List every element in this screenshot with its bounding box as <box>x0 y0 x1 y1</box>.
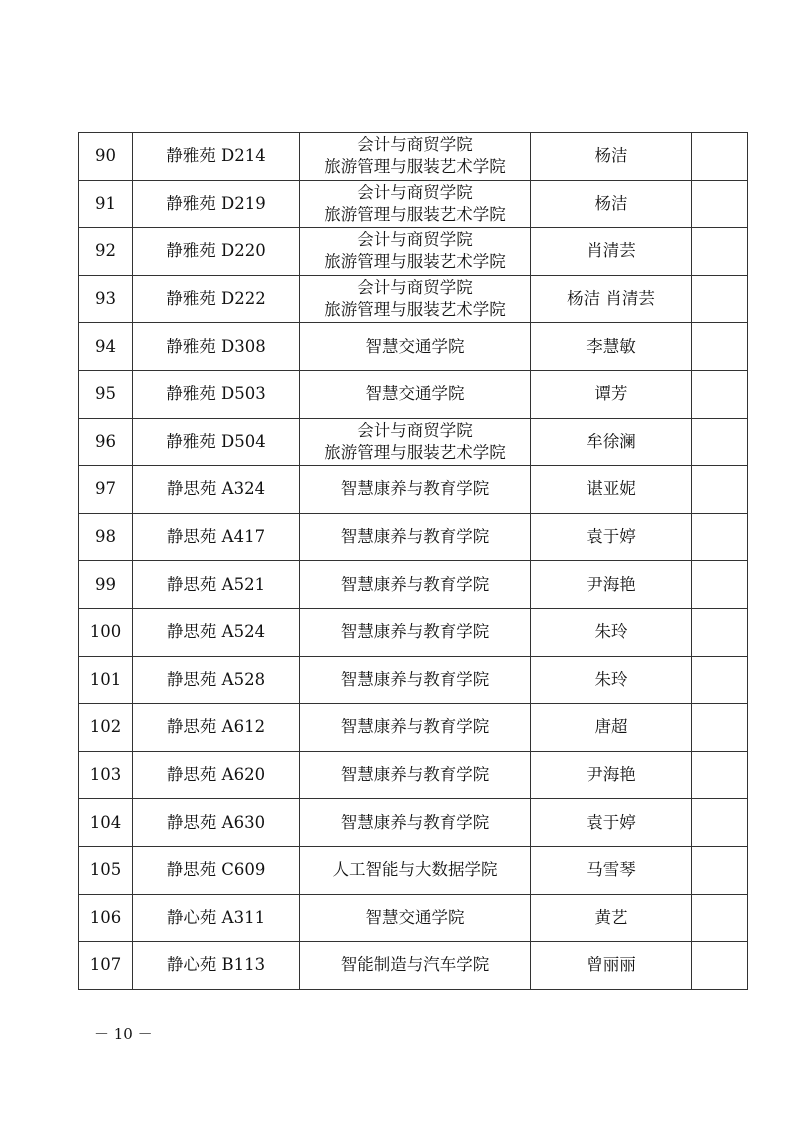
table-body <box>79 133 748 990</box>
row-number-cell: 104 <box>79 799 133 847</box>
remark-cell <box>692 466 748 514</box>
remark-cell <box>692 228 748 276</box>
teacher-cell: 肖清芸 <box>531 228 692 276</box>
row-number-cell: 103 <box>79 751 133 799</box>
remark-cell <box>692 894 748 942</box>
college-name: 旅游管理与服装艺术学院 <box>324 157 506 177</box>
teacher-cell: 唐超 <box>531 704 692 752</box>
remark-cell <box>692 846 748 894</box>
college-cell <box>300 751 531 799</box>
college-cell <box>300 561 531 609</box>
college-name: 旅游管理与服装艺术学院 <box>324 252 506 272</box>
college-name: 智慧交通学院 <box>365 384 465 404</box>
teacher-cell: 谌亚妮 <box>531 466 692 514</box>
college-cell <box>300 370 531 418</box>
college-cell <box>300 275 531 323</box>
room-cell: 静思苑 A521 <box>133 561 300 609</box>
row-number-cell: 106 <box>79 894 133 942</box>
table-row <box>79 133 748 181</box>
college-name: 智慧康养与教育学院 <box>340 479 490 499</box>
college-name: 旅游管理与服装艺术学院 <box>324 442 506 462</box>
college-name: 旅游管理与服装艺术学院 <box>324 300 506 320</box>
college-cell <box>300 846 531 894</box>
college-cell <box>300 942 531 990</box>
room-cell: 静雅苑 D219 <box>133 180 300 228</box>
remark-cell <box>692 323 748 371</box>
college-name: 会计与商贸学院 <box>357 135 473 155</box>
row-number-cell: 91 <box>79 180 133 228</box>
remark-cell <box>692 751 748 799</box>
table-row <box>79 751 748 799</box>
teacher-cell: 谭芳 <box>531 370 692 418</box>
college-cell <box>300 180 531 228</box>
row-number-cell: 107 <box>79 942 133 990</box>
row-number-cell: 90 <box>79 133 133 181</box>
table-row <box>79 608 748 656</box>
remark-cell <box>692 180 748 228</box>
teacher-cell: 杨洁 肖清芸 <box>531 275 692 323</box>
college-cell <box>300 418 531 466</box>
college-name: 智慧康养与教育学院 <box>340 717 490 737</box>
row-number-cell: 100 <box>79 608 133 656</box>
table-row <box>79 466 748 514</box>
teacher-cell: 袁于婷 <box>531 513 692 561</box>
college-cell <box>300 133 531 181</box>
table-row <box>79 846 748 894</box>
row-number-cell: 102 <box>79 704 133 752</box>
teacher-cell: 马雪琴 <box>531 846 692 894</box>
room-cell: 静雅苑 D308 <box>133 323 300 371</box>
table-row <box>79 656 748 704</box>
teacher-cell: 黄艺 <box>531 894 692 942</box>
remark-cell <box>692 561 748 609</box>
teacher-cell: 李慧敏 <box>531 323 692 371</box>
page-number: － 10 － <box>94 1025 153 1043</box>
room-cell: 静思苑 A630 <box>133 799 300 847</box>
row-number-cell: 105 <box>79 846 133 894</box>
remark-cell <box>692 370 748 418</box>
teacher-cell: 曾丽丽 <box>531 942 692 990</box>
college-name: 会计与商贸学院 <box>357 278 473 298</box>
table-row <box>79 228 748 276</box>
teacher-cell: 朱玲 <box>531 656 692 704</box>
room-cell: 静思苑 A528 <box>133 656 300 704</box>
row-number-cell: 97 <box>79 466 133 514</box>
table-row <box>79 561 748 609</box>
college-cell <box>300 894 531 942</box>
table-row <box>79 323 748 371</box>
room-cell: 静心苑 B113 <box>133 942 300 990</box>
table-row <box>79 418 748 466</box>
college-name: 智慧康养与教育学院 <box>340 574 490 594</box>
teacher-cell: 朱玲 <box>531 608 692 656</box>
row-number-cell: 92 <box>79 228 133 276</box>
room-cell: 静雅苑 D214 <box>133 133 300 181</box>
room-cell: 静思苑 C609 <box>133 846 300 894</box>
college-name: 智慧康养与教育学院 <box>340 622 490 642</box>
remark-cell <box>692 608 748 656</box>
room-cell: 静思苑 A524 <box>133 608 300 656</box>
table-row <box>79 894 748 942</box>
college-cell <box>300 608 531 656</box>
college-cell <box>300 704 531 752</box>
room-cell: 静思苑 A612 <box>133 704 300 752</box>
remark-cell <box>692 513 748 561</box>
room-cell: 静思苑 A417 <box>133 513 300 561</box>
remark-cell <box>692 799 748 847</box>
college-cell <box>300 656 531 704</box>
remark-cell <box>692 275 748 323</box>
table-row <box>79 513 748 561</box>
table-row <box>79 180 748 228</box>
remark-cell <box>692 133 748 181</box>
remark-cell <box>692 942 748 990</box>
college-name: 智慧交通学院 <box>365 907 465 927</box>
college-name: 智慧康养与教育学院 <box>340 765 490 785</box>
college-cell <box>300 513 531 561</box>
teacher-cell: 尹海艳 <box>531 751 692 799</box>
row-number-cell: 101 <box>79 656 133 704</box>
table-row <box>79 704 748 752</box>
room-cell: 静雅苑 D222 <box>133 275 300 323</box>
college-name: 旅游管理与服装艺术学院 <box>324 204 506 224</box>
college-name: 人工智能与大数据学院 <box>332 860 498 880</box>
remark-cell <box>692 704 748 752</box>
table-row <box>79 799 748 847</box>
room-cell: 静思苑 A324 <box>133 466 300 514</box>
college-name: 智慧康养与教育学院 <box>340 669 490 689</box>
college-name: 智慧交通学院 <box>365 336 465 356</box>
teacher-cell: 杨洁 <box>531 180 692 228</box>
table-row <box>79 942 748 990</box>
row-number-cell: 98 <box>79 513 133 561</box>
remark-cell <box>692 656 748 704</box>
table-row <box>79 275 748 323</box>
college-name: 智能制造与汽车学院 <box>340 955 490 975</box>
table-row <box>79 370 748 418</box>
row-number-cell: 95 <box>79 370 133 418</box>
college-name: 会计与商贸学院 <box>357 420 473 440</box>
college-cell <box>300 466 531 514</box>
row-number-cell: 93 <box>79 275 133 323</box>
room-cell: 静思苑 A620 <box>133 751 300 799</box>
teacher-cell: 杨洁 <box>531 133 692 181</box>
college-name: 会计与商贸学院 <box>357 182 473 202</box>
college-cell <box>300 799 531 847</box>
remark-cell <box>692 418 748 466</box>
room-cell: 静雅苑 D504 <box>133 418 300 466</box>
college-cell <box>300 323 531 371</box>
college-name: 智慧康养与教育学院 <box>340 527 490 547</box>
college-cell <box>300 228 531 276</box>
college-name: 会计与商贸学院 <box>357 230 473 250</box>
teacher-cell: 牟徐澜 <box>531 418 692 466</box>
row-number-cell: 94 <box>79 323 133 371</box>
teacher-cell: 尹海艳 <box>531 561 692 609</box>
room-cell: 静雅苑 D220 <box>133 228 300 276</box>
row-number-cell: 96 <box>79 418 133 466</box>
college-name: 智慧康养与教育学院 <box>340 812 490 832</box>
room-cell: 静心苑 A311 <box>133 894 300 942</box>
teacher-cell: 袁于婷 <box>531 799 692 847</box>
room-cell: 静雅苑 D503 <box>133 370 300 418</box>
dormitory-table <box>78 132 748 990</box>
row-number-cell: 99 <box>79 561 133 609</box>
